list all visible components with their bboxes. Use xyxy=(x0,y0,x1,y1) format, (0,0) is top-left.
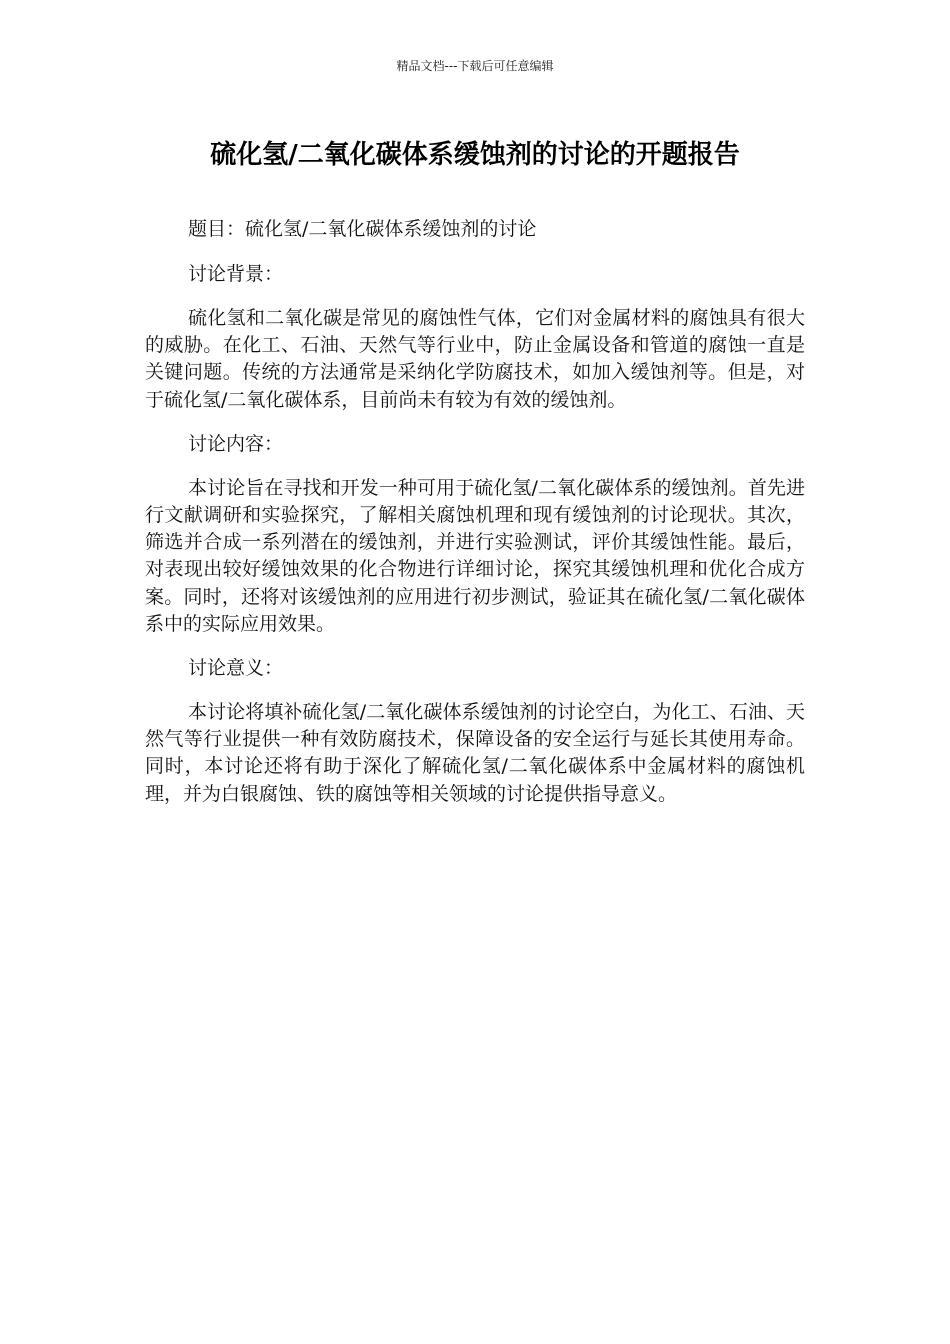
document-body xyxy=(145,215,805,824)
header-note: 精品文档---下载后可任意编辑 xyxy=(396,59,554,73)
section-body-content: 本讨论旨在寻找和开发一种可用于硫化氢/二氧化碳体系的缓蚀剂。首先进行文献调研和实验探究，了解相关腐蚀机理和现有缓蚀剂的讨论现状。其次，筛选并合成一系列潜在的缓蚀剂，并进行实验测试，评价其缓蚀性能。最后，对表现出较好缓蚀效果的化合物进行详细讨论，探究其缓蚀机理和优化合成方案。同时，还将对该缓蚀剂的应用进行初步测试，验证其在硫化氢/二氧化碳体系中的实际应用效果。 xyxy=(145,476,805,635)
topic-line: 题目：硫化氢/二氧化碳体系缓蚀剂的讨论 xyxy=(188,218,537,240)
section-body-significance: 本讨论将填补硫化氢/二氧化碳体系缓蚀剂的讨论空白，为化工、石油、天然气等行业提供一种有效防腐技术，保障设备的安全运行与延长其使用寿命。同时，本讨论还将有助于深化了解硫化氢/二氧化碳体系中金属材料的腐蚀机理，并为白银腐蚀、铁的腐蚀等相关领域的讨论提供指导意义。 xyxy=(145,701,805,805)
section-heading-content: 讨论内容： xyxy=(188,432,284,455)
section-heading-significance: 讨论意义： xyxy=(188,657,284,680)
section-heading-background: 讨论背景： xyxy=(188,263,284,285)
document-title: 硫化氢/二氧化碳体系缓蚀剂的讨论的开题报告 xyxy=(210,140,740,170)
section-body-background: 硫化氢和二氧化碳是常见的腐蚀性气体，它们对金属材料的腐蚀具有很大的威胁。在化工、石油、天然气等行业中，防止金属设备和管道的腐蚀一直是关键问题。传统的方法通常是采纳化学防腐技术，如加入缓蚀剂等。但是，对于硫化氢/二氧化碳体系，目前尚未有较为有效的缓蚀剂。 xyxy=(145,307,805,411)
